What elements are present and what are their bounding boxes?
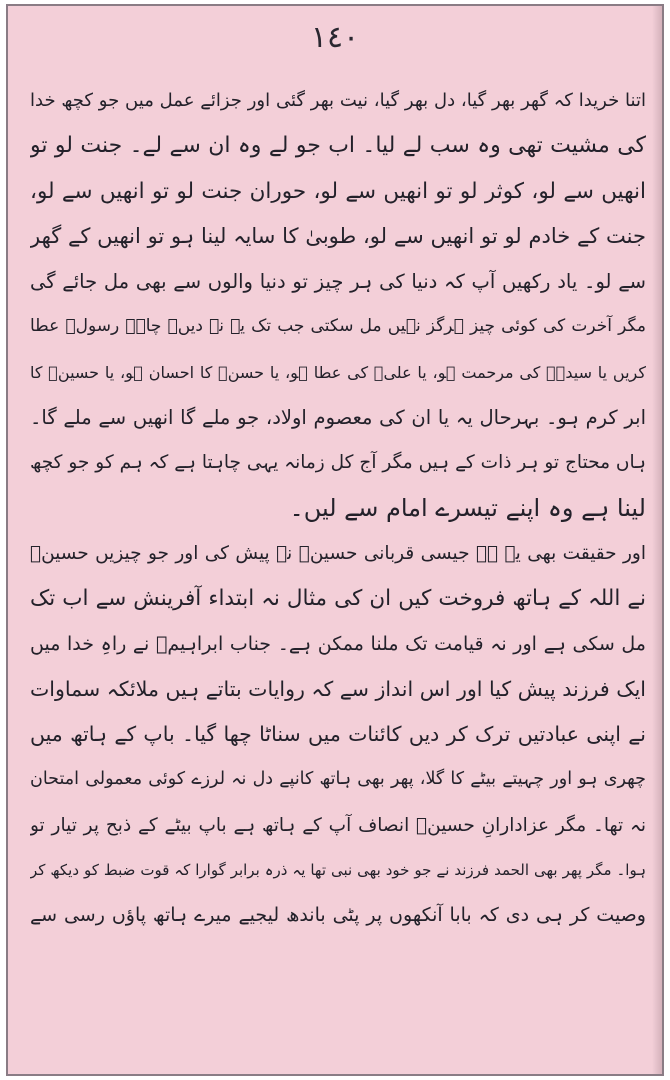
text-line: ہاں محتاج تو ہر ذات کے ہیں مگر آج کل زمانہ یہی چاہتا ہے کہ ہم کو جو کچھ <box>30 452 646 474</box>
text-line: نے اللہ کے ہاتھ فروخت کیں ان کی مثال نہ ابتداء آفرینش سے اب تک <box>30 586 646 612</box>
text-line: مل سکی ہے اور نہ قیامت تک ملنا ممکن ہے۔ جناب ابراہیمؑ نے راہِ خدا میں <box>30 632 646 655</box>
text-line: انھیں سے لو، کوثر لو تو انھیں سے لو، حوران جنت لو تو انھیں سے لو، <box>30 178 646 204</box>
text-line: مگر آخرت کی کوئی چیز ہرگز نہیں مل سکتی جب تک یہ نہ دیں۔ چاہے رسولؐ عطا <box>30 316 646 337</box>
page-number: ١٤٠ <box>310 20 360 55</box>
text-line: چھری ہو اور چہیتے بیٹے کا گلا، پھر بھی ہاتھ کانپے دل نہ لرزے کوئی معمولی امتحان <box>30 769 646 790</box>
text-line: کی مشیت تھی وہ سب لے لیا۔ اب جو لے وہ ان سے لے۔ جنت لو تو <box>30 133 646 159</box>
text-line: سے لو۔ یاد رکھیں آپ کہ دنیا کی ہر چیز تو دنیا والوں سے بھی مل جائے گی <box>30 270 646 294</box>
text-line: ابر کرم ہو۔ بہرحال یہ یا ان کی معصوم اولاد، جو ملے گا انھیں سے ملے گا۔ <box>30 406 646 430</box>
text-line: اور حقیقت بھی یہ ہے جیسی قربانی حسینؑ نے پیش کی اور جو چیزیں حسینؑ <box>30 542 646 564</box>
text-line: نے اپنی عبادتیں ترک کر دیں کائنات میں سناٹا چھا گیا۔ باپ کے ہاتھ میں <box>30 722 646 747</box>
text-line: لینا ہے وہ اپنے تیسرے امام سے لیں۔ <box>289 493 646 522</box>
text-line: کریں یا سیدہؑ کی مرحمت ہو، یا علیؑ کی عطا ہو، یا حسنؑ کا احسان ہو، یا حسینؑ کا <box>30 362 646 382</box>
page-body <box>30 78 646 939</box>
text-line: نہ تھا۔ مگر عزادارانِ حسینؑ انصاف آپ کے ہاتھ ہے باپ بیٹے کے ذبح پر تیار تو <box>30 814 646 836</box>
text-line: اتنا خریدا کہ گھر بھر گیا، دل بھر گیا، نیت بھر گئی اور جزائے عمل میں جو کچھ خدا <box>30 90 646 111</box>
text-line: وصیت کر ہی دی کہ بابا آنکھوں پر پٹی باندھ لیجیے میرے ہاتھ پاؤں رسی سے <box>30 904 646 927</box>
text-line: ہوا۔ مگر پھر بھی الحمد فرزند نے جو خود بھی نبی تھا یہ ذرہ برابر گوارا کہ قوت ضبط کو دیکھ کر <box>30 861 646 880</box>
text-line: جنت کے خادم لو تو انھیں سے لو، طوبیٰ کا سایہ لینا ہو تو انھیں کے گھر <box>30 223 646 248</box>
binding-shadow <box>652 6 662 1074</box>
text-line: ایک فرزند پیش کیا اور اس انداز سے کہ روایات بتاتے ہیں ملائکہ سماوات <box>30 676 646 701</box>
book-page <box>6 4 664 1076</box>
